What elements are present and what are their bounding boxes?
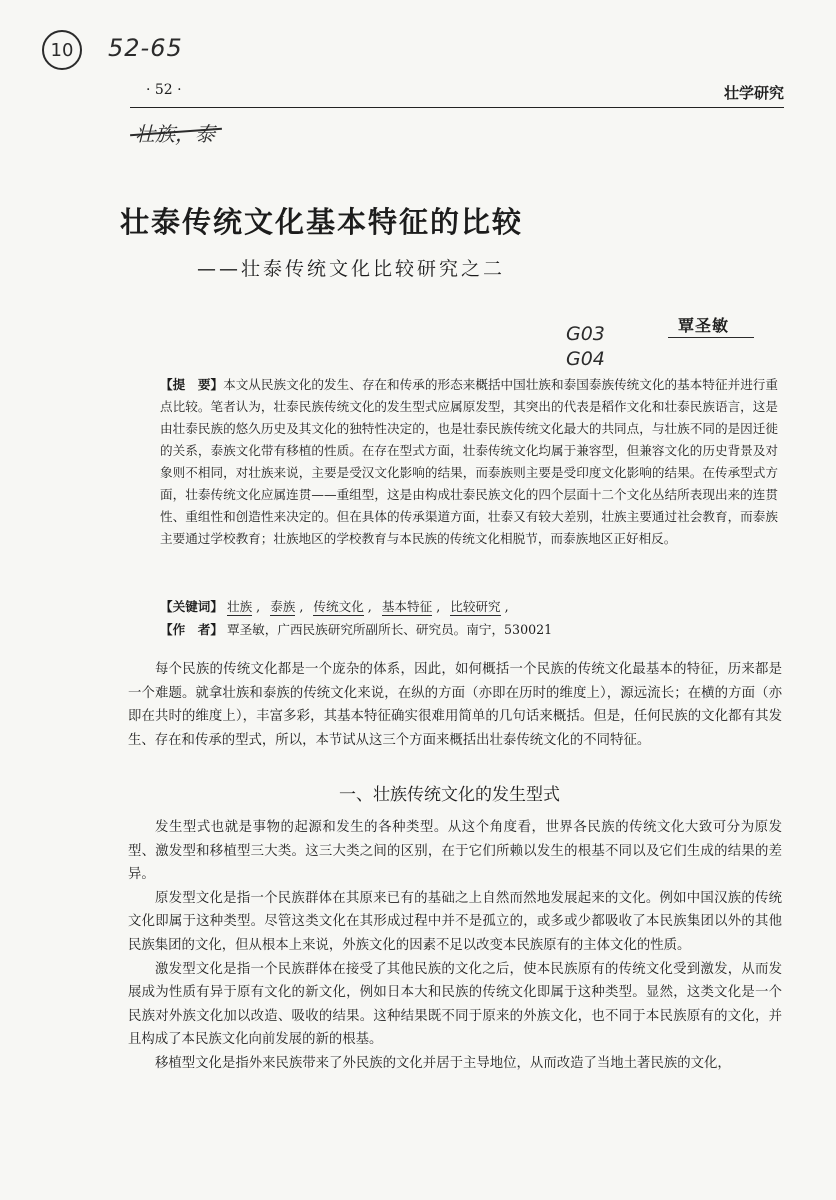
- section-heading: 一、壮族传统文化的发生型式: [339, 785, 560, 805]
- author-info: [160, 619, 778, 641]
- handwritten-class-code-1: G03: [566, 323, 605, 345]
- author-info-text: 覃圣敏，广西民族研究所副所长、研究员。南宁，530021: [226, 622, 553, 637]
- author-info-label: 【作 者】: [160, 622, 223, 637]
- keyword: 比较研究: [450, 599, 501, 614]
- keyword: 基本特征: [381, 599, 433, 614]
- body-paragraph: 移植型文化是指外来民族带来了外民族的文化并居于主导地位，从而改造了当地土著民族的文化，: [155, 1055, 731, 1071]
- keyword: 壮族: [226, 599, 253, 614]
- article-author: 覃圣敏: [678, 316, 730, 335]
- article-title: 壮泰传统文化基本特征的比较: [120, 205, 524, 239]
- journal-name: 壮学研究: [723, 84, 784, 102]
- keywords: 【关键词】 壮族 , 泰族 , 传统文化 , 基本特征 , 比较研究 ,: [160, 599, 509, 614]
- page-number: · 52 ·: [146, 82, 182, 98]
- body-paragraph: 原发型文化是指一个民族群体在其原来已有的基础之上自然而然地发展起来的文化。例如中国汉族的传统文化即属于这种类型。尽管这类文化在其形成过程中并不是孤立的，或多或少都吸收了本民族集团以外的其他民族集团的文化，但从根本上来说，外族文化的因素不足以改变本民族原有的主体文化的性质。: [128, 890, 782, 953]
- keywords-label: 【关键词】: [160, 599, 223, 614]
- abstract: [160, 374, 778, 550]
- abstract-text: 本文从民族文化的发生、存在和传承的形态来概括中国壮族和泰国泰族传统文化的基本特征并进行重点比较。笔者认为，壮泰民族传统文化的发生型式应属原发型，其突出的代表是稻作文化和壮泰民族语言，这是由壮泰民族的悠久历史及其文化的独特性决定的，也是壮泰民族传统文化最大的共同点，与壮族不同的是因迁徙的关系，泰族文化带有移植的性质。在存在型式方面，壮泰传统文化均属于兼容型，但兼容文化的历史背景及对象则不相同，对壮族来说，主要是受汉文化影响的结果，而泰族则主要是受印度文化影响的结果。在传承型式方面，壮泰传统文化应属连贯——重组型，这是由构成壮泰民族文化的四个层面十二个文化丛结所表现出来的连贯性、重组性和创造性来决定的。但在具体的传承渠道方面，壮泰又有较大差别，壮族主要通过社会教育，而泰族主要通过学校教育；壮族地区的学校教育与本民族的传统文化相脱节，而泰族地区正好相反。: [160, 377, 779, 546]
- keyword: 传统文化: [313, 599, 364, 614]
- handwritten-struck-text: 壮族，泰: [135, 122, 215, 146]
- handwritten-class-code-2: G04: [566, 348, 605, 370]
- section-body: [128, 816, 782, 1076]
- keyword: 泰族: [270, 599, 296, 614]
- body-paragraph: 发生型式也就是事物的起源和发生的各种类型。从这个角度看，世界各民族的传统文化大致可分为原发型、激发型和移植型三大类。这三大类之间的区别，在于它们所赖以发生的根基不同以及它们生成的结果的差异。: [128, 820, 782, 883]
- abstract-label: 【提 要】: [160, 377, 224, 392]
- header-rule: [130, 107, 784, 108]
- handwritten-circled-number: 10: [42, 30, 82, 70]
- handwritten-page-range: 52-65: [108, 34, 183, 62]
- author-underline: [668, 337, 754, 338]
- running-header: [130, 82, 784, 106]
- body-paragraph: 激发型文化是指一个民族群体在接受了其他民族的文化之后，使本民族原有的传统文化受到激发，从而发展成为性质有异于原有文化的新文化，例如日本大和民族的传统文化即属于这种类型。显然，这类文化是一个民族对外族文化加以改造、吸收的结果。这种结果既不同于原来的外族文化，也不同于本民族原有的文化，并且构成了本民族文化向前发展的新的根基。: [128, 961, 782, 1048]
- intro-paragraph: 每个民族的传统文化都是一个庞杂的体系，因此，如何概括一个民族的传统文化最基本的特征，历来都是一个难题。就拿壮族和泰族的传统文化来说，在纵的方面（亦即在历时的维度上），源远流长；在横的方面（亦即在共时的维度上），丰富多彩，其基本特征确实很难用简单的几句话来概括。但是，任何民族的文化都有其发生、存在和传承的型式，所以，本节试从这三个方面来概括出壮泰传统文化的不同特征。: [128, 662, 782, 748]
- article-subtitle: ——壮泰传统文化比较研究之二: [197, 258, 506, 280]
